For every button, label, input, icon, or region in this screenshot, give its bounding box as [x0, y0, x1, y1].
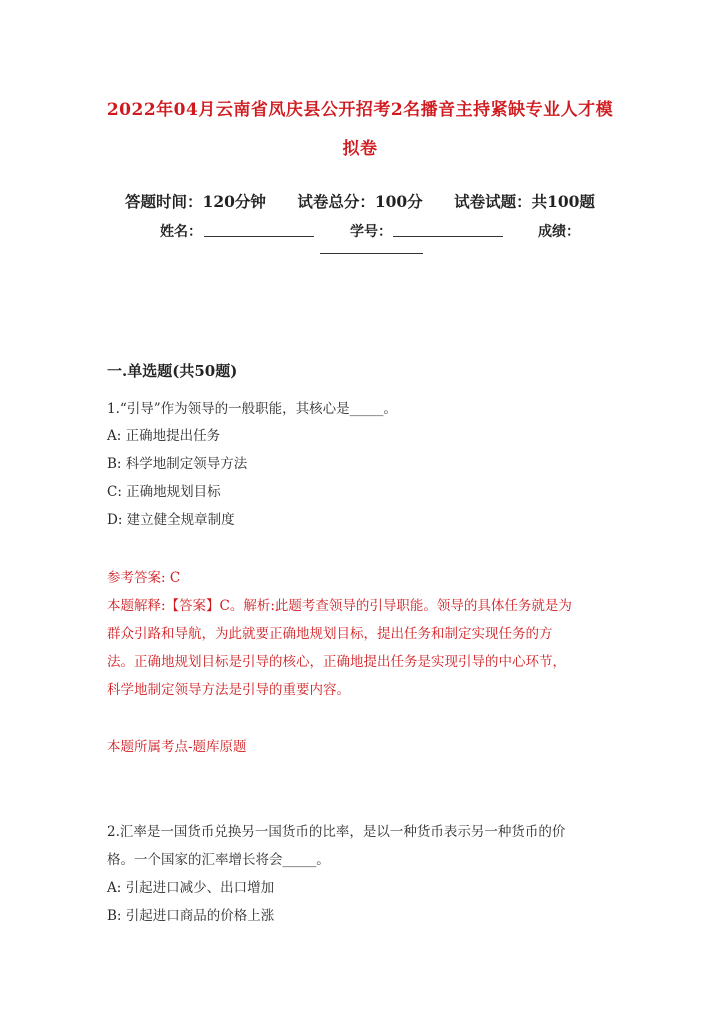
student-id-blank [393, 236, 503, 237]
exam-time: 答题时间：120分钟 [125, 192, 266, 211]
question-2-stem-line-2: 格。一个国家的汇率增长将会_____。 [107, 852, 330, 868]
question-1-explanation-line-1: 本题解释:【答案】C。解析:此题考查领导的引导职能。领导的具体任务就是为 [107, 598, 572, 614]
question-1-stem: 1.“引导”作为领导的一般职能，其核心是_____。 [107, 401, 397, 417]
question-2-option-b: B: 引起进口商品的价格上涨 [107, 908, 275, 924]
question-2-option-a: A: 引起进口减少、出口增加 [107, 880, 275, 896]
question-1-option-d: D: 建立健全规章制度 [107, 512, 235, 528]
exam-total-score: 试卷总分：100分 [297, 192, 423, 211]
name-label: 姓名： [160, 224, 202, 240]
exam-title-line-1: 2022年04月云南省凤庆县公开招考2名播音主持紧缺专业人才模 [106, 100, 614, 120]
score-label: 成绩： [538, 224, 580, 240]
student-id-label: 学号： [350, 224, 392, 240]
score-blank [320, 253, 423, 254]
question-1-answer: 参考答案: C [107, 570, 181, 586]
question-1-explanation-line-2: 群众引路和导航，为此就要正确地规划目标，提出任务和制定实现任务的方 [107, 626, 553, 642]
question-2-stem-line-1: 2.汇率是一国货币兑换另一国货币的比率，是以一种货币表示另一种货币的价 [107, 824, 566, 840]
question-1-explanation-line-4: 科学地制定领导方法是引导的重要内容。 [107, 682, 350, 698]
exam-title-line-2: 拟卷 [342, 139, 378, 159]
name-blank [204, 236, 314, 237]
exam-meta [0, 190, 720, 212]
question-1-source: 本题所属考点-题库原题 [107, 739, 247, 755]
question-1-option-c: C: 正确地规划目标 [107, 484, 221, 500]
exam-question-count: 试卷试题：共100题 [454, 192, 595, 211]
section-heading: 一.单选题(共50题) [107, 362, 238, 380]
question-1-option-a: A: 正确地提出任务 [107, 428, 221, 444]
question-1-explanation-line-3: 法。正确地规划目标是引导的核心，正确地提出任务是实现引导的中心环节， [107, 654, 566, 670]
question-1-option-b: B: 科学地制定领导方法 [107, 456, 248, 472]
